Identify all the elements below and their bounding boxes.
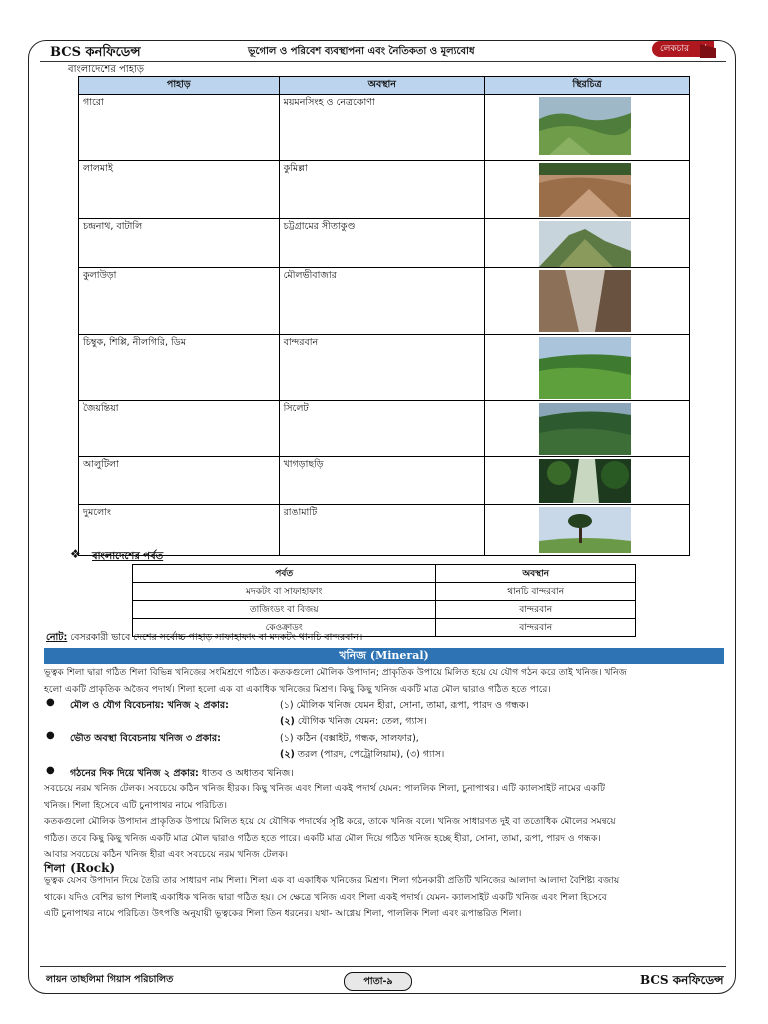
hills-title: বাংলাদেশের পাহাড়: [68, 64, 144, 75]
table-row: [79, 505, 690, 556]
table-row: [79, 95, 690, 161]
hill-location: রাঙামাটি: [279, 505, 485, 556]
mountain-location: থানচি বান্দরবান: [436, 583, 636, 601]
hill-location: মৌলভীবাজার: [279, 268, 485, 335]
bullet-dot: ●: [46, 697, 55, 708]
rock-paragraph: [44, 873, 726, 923]
paragraph-line: সবচেয়ে নরম খনিজ টেলক। সবচেয়ে কঠিন খনিজ হীরক। কিছু খনিজ এবং শিলা একই পদার্থ যেমন: পাললিক শিলা, চুনাপাথর। এটি ক্যালসাইট নামের একটি: [44, 783, 605, 794]
hill-location: ময়মনসিংহ ও নেত্রকোণা: [279, 95, 485, 161]
mountain-name: মদকটং বা সাফাহাফাং: [133, 583, 436, 601]
hill-photo: [539, 221, 631, 267]
hill-name: লালমাই: [79, 161, 280, 219]
note: [46, 631, 362, 646]
footer-brand: BCS কনফিডেন্স: [640, 973, 724, 987]
hill-photo: [539, 459, 631, 503]
rock-heading-bn: শিলা: [44, 862, 66, 875]
paragraph-line: এটি চুনাপাথর নামে পরিচিত। উৎপত্তি অনুযায়ী ভূত্বকের শিলা তিন ধরনের। যথা- আগ্নেয় শিলা, পাললিক শিলা এবং রূপান্তরিত শিলা।: [44, 908, 522, 919]
page-number: পাতা-৯: [344, 972, 412, 991]
table-row: [133, 583, 636, 601]
hill-name: চিম্বুক, শিপ্পি, নীলগিরি, ডিম: [79, 335, 280, 401]
hill-name: গারো: [79, 95, 280, 161]
hill-name: জৈয়ন্তিয়া: [79, 401, 280, 457]
paragraph-line: খনিজ। শিলা হিসেবে এটি চুনাপাথর নামে পরিচিত।: [44, 799, 228, 811]
bullet-text: [280, 748, 444, 763]
table-row: [133, 601, 636, 619]
table-row: [79, 457, 690, 505]
hills-table-header: [79, 77, 690, 95]
hill-photo: [539, 270, 631, 332]
mountain-name: কেওক্রাডং: [133, 619, 436, 637]
hill-location: সিলেট: [279, 401, 485, 457]
item-text: তরল (পারদ, পেট্রোলিয়াম), (৩) গ্যাস।: [294, 749, 445, 760]
hill-photo: [539, 337, 631, 399]
mineral-heading: [44, 648, 724, 664]
paragraph-line: থাকে। যদিও বেশির ভাগ শিলাই একাধিক খনিজ দ্বারা গঠিত হয়। সে ক্ষেত্রে খনিজ এবং শিলা একই পদার্থ। যেমন- ক্যালসাইট একটি খনিজ এবং শিলা হিসেবে: [44, 891, 607, 903]
note-text: বেসরকারী ভাবে দেশের সর্বোচ্চ পাহাড় সাফাহাফাং বা মদকটং থানচি বান্দরবান।: [67, 632, 363, 643]
mountains-bullet: ❖: [70, 547, 81, 561]
mineral-intro: [44, 665, 726, 698]
bullet-text: [280, 715, 427, 730]
item-text: যৌগিক খনিজ যেমন: তেল, গ্যাস।: [294, 716, 427, 727]
hill-location: বান্দরবান: [279, 335, 485, 401]
bullet-label: মৌল ও যৌগ বিবেচনায়: খনিজ ২ প্রকার:: [70, 700, 229, 711]
header-subject: ভূগোল ও পরিবেশ ব্যবস্থাপনা এবং নৈতিকতা ও মূল্যবোধ: [248, 46, 475, 57]
item-number: (২): [280, 749, 295, 760]
mineral-paragraph-1: [44, 781, 726, 814]
hill-photo: [539, 507, 631, 553]
paragraph-line: ভূত্বক শিলা দ্বারা গঠিত শিলা বিভিন্ন খনিজের সংমিশ্রণে গঠিত। কতকগুলো মৌলিক উপাদান; প্রাকৃতিক উপায়ে মিলিত হয়ে যে যৌগ গঠন করে তাই খনিজ। খনিজ: [44, 667, 627, 678]
hill-photo: [539, 97, 631, 155]
hill-name: চন্দ্রনাথ, বাটালি: [79, 219, 280, 268]
hill-photo: [539, 163, 631, 217]
paragraph-line: গঠিত। তবে কিছু কিছু খনিজ একটি মাত্র মৌল দ্বারাও গঠিত হতে পারে। একটি মাত্র মৌল দিয়ে গঠিত খনিজ হচ্ছে হীরা, সোনা, তামা, রূপা, পারদ ও গন্ধক।: [44, 832, 601, 844]
bullet-text: (১) কঠিন (বক্সাইট, গন্ধক, সালফার),: [280, 733, 419, 744]
mountains-table: [132, 564, 636, 637]
mountains-table-header: [133, 565, 636, 583]
mineral-heading-bn: খনিজ: [339, 649, 367, 662]
paragraph-line: হলো একটি প্রাকৃতিক অজৈব পদার্থ। শিলা হলো এক বা একাধিক খনিজের মিশ্রণ। কিছু কিছু খনিজ একটি মাত্র মৌল দ্বারাও গঠিত হতে পারে।: [44, 683, 551, 695]
table-row: [79, 268, 690, 335]
column-header-location: অবস্থান: [279, 77, 485, 95]
paragraph-line: ভূত্বক যেসব উপাদান দিয়ে তৈরি তার সাধারণ নাম শিলা। শিলা এক বা একাধিক খনিজের মিশ্রণ। শিলা গঠনকারী প্রতিটি খনিজের আলাদা আলাদা বৈশিষ্ট্য বজায়: [44, 875, 620, 886]
hill-location: চট্টগ্রামের সীতাকুণ্ড: [279, 219, 485, 268]
table-row: [79, 161, 690, 219]
mineral-heading-en: (Mineral): [369, 649, 429, 662]
bullet-item: [70, 767, 294, 782]
rock-heading-en: (Rock): [70, 861, 116, 875]
paragraph-line: কতকগুলো মৌলিক উপাদান প্রাকৃতিক উপায়ে মিলিত হয়ে যে যৌগিক পদার্থের সৃষ্টি করে, তাকে খনিজ বলে। খনিজ সাধারণত দুই বা ততোধিক মৌলের সমন্বয়ে: [44, 816, 616, 827]
hill-location: কুমিল্লা: [279, 161, 485, 219]
mountains-title: বাংলাদেশের পর্বত: [92, 551, 164, 562]
table-row: [79, 401, 690, 457]
column-header-photo: স্থিরচিত্র: [485, 77, 690, 95]
bullet-label: ভৌত অবস্থা বিবেচনায় খনিজ ৩ প্রকার:: [70, 733, 221, 744]
mineral-paragraph-2: [44, 814, 726, 864]
mountain-location: বান্দরবান: [436, 601, 636, 619]
mountain-name: তাজিংডং বা বিজয়: [133, 601, 436, 619]
bullet-text: ধাতব ও অধাতব খনিজ।: [198, 768, 294, 779]
hill-location: খাগড়াছড়ি: [279, 457, 485, 505]
hills-table: [78, 76, 690, 556]
column-header-mountain: পর্বত: [133, 565, 436, 583]
bullet-text: (১) মৌলিক খনিজ যেমন হীরা, সোনা, তামা, রূপা, পারদ ও গন্ধক।: [280, 700, 529, 711]
table-row: [79, 335, 690, 401]
note-label: নোট:: [46, 632, 68, 643]
paragraph-line: আবার সবচেয়ে কঠিন খনিজ হীরা এবং সবচেয়ে নরম খনিজ টেলক।: [44, 849, 289, 860]
mountain-location: বান্দরবান: [436, 619, 636, 637]
column-header-hill: পাহাড়: [79, 77, 280, 95]
bullet-dot: ●: [46, 730, 55, 741]
hill-photo: [539, 403, 631, 455]
hill-name: আলুটিলা: [79, 457, 280, 505]
bullet-dot: ●: [46, 765, 55, 776]
lecture-label: লেকচার: [660, 44, 690, 54]
footer-rule: [40, 966, 726, 967]
header-brand: BCS কনফিডেন্স: [50, 45, 141, 60]
table-row: [79, 219, 690, 268]
hill-name: কুলাউড়া: [79, 268, 280, 335]
bullet-label: গঠনের দিক দিয়ে খনিজ ২ প্রকার:: [70, 768, 199, 779]
column-header-location: অবস্থান: [436, 565, 636, 583]
hill-name: দুমলোং: [79, 505, 280, 556]
footer-left: লায়ন তাছলিমা গিয়াস পরিচালিত: [46, 974, 174, 985]
item-number: (২): [280, 716, 295, 727]
